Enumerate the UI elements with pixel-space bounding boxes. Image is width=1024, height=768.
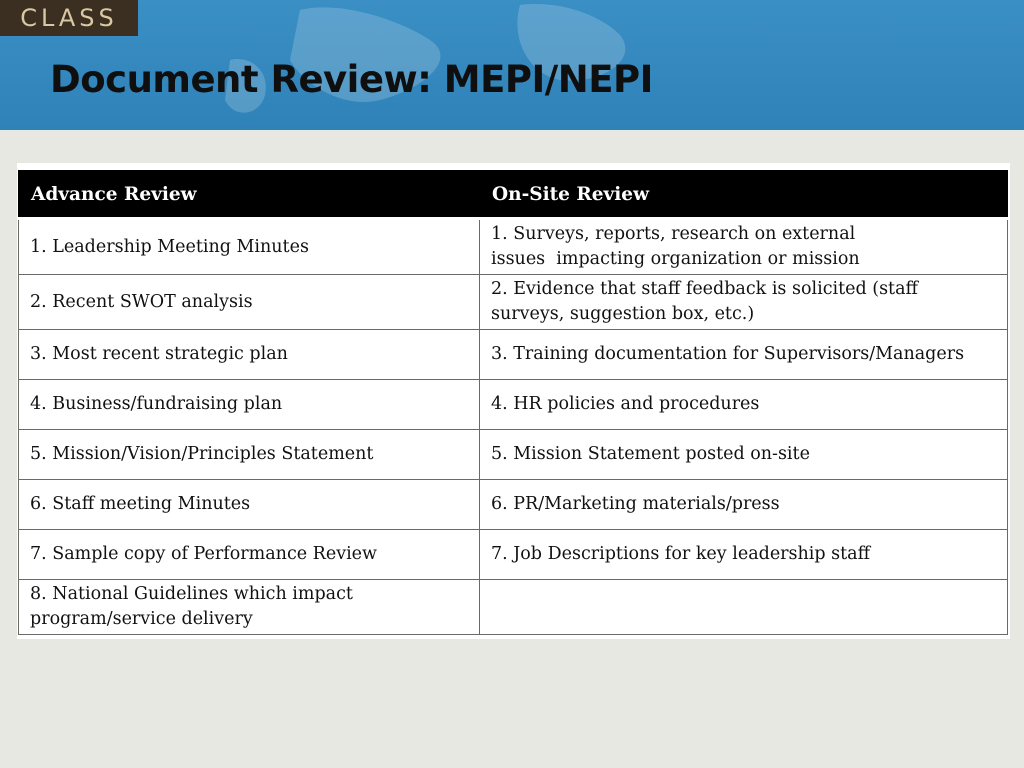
onsite-item-7: 7. Job Descriptions for key leadership staff	[480, 530, 1008, 580]
onsite-item-8	[480, 580, 1008, 635]
advance-item-4: 4. Business/fundraising plan	[19, 380, 480, 430]
slide-header	[0, 0, 1024, 130]
logo-text: CLASS	[20, 4, 118, 32]
onsite-item-3: 3. Training documentation for Supervisors/Managers	[480, 330, 1008, 380]
table-row	[19, 330, 1008, 380]
class-logo	[0, 0, 138, 36]
advance-item-3: 3. Most recent strategic plan	[19, 330, 480, 380]
table-row	[19, 480, 1008, 530]
advance-item-7: 7. Sample copy of Performance Review	[19, 530, 480, 580]
onsite-item-5: 5. Mission Statement posted on-site	[480, 430, 1008, 480]
advance-item-2: 2. Recent SWOT analysis	[19, 275, 480, 330]
onsite-item-2: 2. Evidence that staff feedback is solicited (staff surveys, suggestion box, etc.)	[480, 275, 1008, 330]
advance-review-header: Advance Review	[19, 171, 480, 219]
review-table-container	[17, 163, 1010, 639]
advance-item-6: 6. Staff meeting Minutes	[19, 480, 480, 530]
table-row	[19, 580, 1008, 635]
table-row	[19, 430, 1008, 480]
advance-item-5: 5. Mission/Vision/Principles Statement	[19, 430, 480, 480]
onsite-item-6: 6. PR/Marketing materials/press	[480, 480, 1008, 530]
advance-item-1: 1. Leadership Meeting Minutes	[19, 219, 480, 275]
slide-title: Document Review: MEPI/NEPI	[50, 58, 653, 101]
advance-item-8: 8. National Guidelines which impact program/service delivery	[19, 580, 480, 635]
table-row	[19, 530, 1008, 580]
table-header-row	[19, 171, 1008, 219]
onsite-item-4: 4. HR policies and procedures	[480, 380, 1008, 430]
onsite-review-header: On-Site Review	[480, 171, 1008, 219]
onsite-item-1: 1. Surveys, reports, research on external issues impacting organization or mission	[480, 219, 1008, 275]
table-row	[19, 219, 1008, 275]
table-row	[19, 380, 1008, 430]
review-table	[18, 170, 1008, 635]
table-row	[19, 275, 1008, 330]
